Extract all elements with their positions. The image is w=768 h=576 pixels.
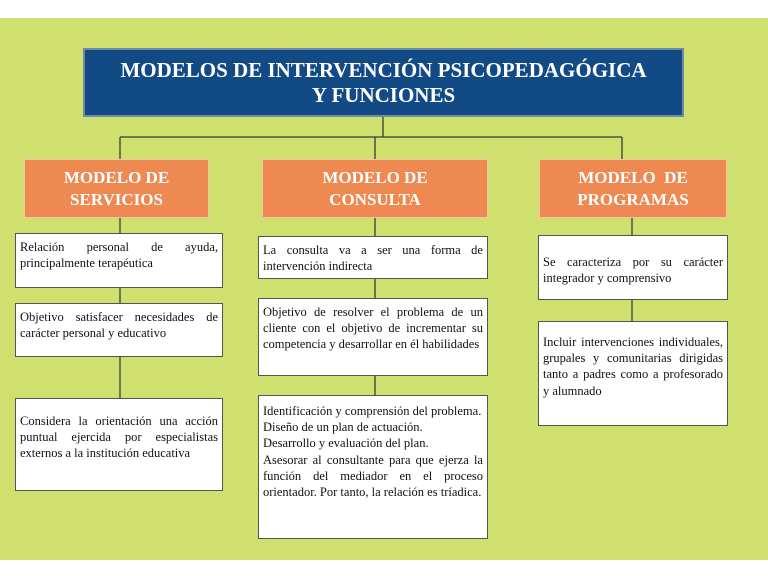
list-item: Desarrollo y evaluación del plan. xyxy=(263,436,429,451)
programas-box-2 xyxy=(538,321,728,426)
header-modelo-programas xyxy=(539,159,727,218)
header-line-2: PROGRAMAS xyxy=(577,189,689,209)
header-line-2: CONSULTA xyxy=(329,189,421,209)
box-text: Se caracteriza por su carácter integrador y comprensivo xyxy=(543,255,723,286)
header-modelo-servicios xyxy=(24,159,209,218)
consulta-box-2 xyxy=(258,298,488,376)
box-text: Objetivo de resolver el problema de un cliente con el objetivo de incrementar su competencia y desarrollar en él habilidades xyxy=(263,305,483,352)
box-text: Incluir intervenciones individuales, grupales y comunitarias dirigidas tanto a padres como a profesorado y alumnado xyxy=(543,335,723,398)
servicios-box-3 xyxy=(15,398,223,491)
box-text: Objetivo satisfacer necesidades de carácter personal y educativo xyxy=(20,310,218,341)
box-text: Considera la orientación una acción puntual ejercida por especialistas externos a la institución educativa xyxy=(20,414,218,461)
list-item: Identificación y comprensión del problema. xyxy=(263,404,482,418)
title-line-1: MODELOS DE INTERVENCIÓN PSICOPEDAGÓGICA xyxy=(120,57,647,82)
title-line-2: Y FUNCIONES xyxy=(311,82,456,107)
header-line-1: MODELO DE xyxy=(63,167,170,187)
consulta-box-1 xyxy=(258,236,488,279)
consulta-box-3 xyxy=(258,395,488,539)
box-text: La consulta va a ser una forma de intervención indirecta xyxy=(263,243,483,274)
header-line-2: SERVICIOS xyxy=(70,189,163,209)
header-line-1: MODELO DE xyxy=(322,167,428,187)
box-text: Relación personal de ayuda, principalmente terapéutica xyxy=(20,240,218,271)
list-item: Asesorar al consultante para que ejerza la función del mediador en el proceso orientador. Por tanto, la relación es tríadica. xyxy=(263,452,483,500)
header-modelo-consulta xyxy=(262,159,488,218)
header-line-1: MODELO DE xyxy=(578,167,688,187)
servicios-box-2 xyxy=(15,303,223,357)
list-item: Diseño de un plan de actuación. xyxy=(263,420,423,435)
page-title xyxy=(83,48,684,117)
programas-box-1 xyxy=(538,235,728,300)
servicios-box-1 xyxy=(15,233,223,288)
